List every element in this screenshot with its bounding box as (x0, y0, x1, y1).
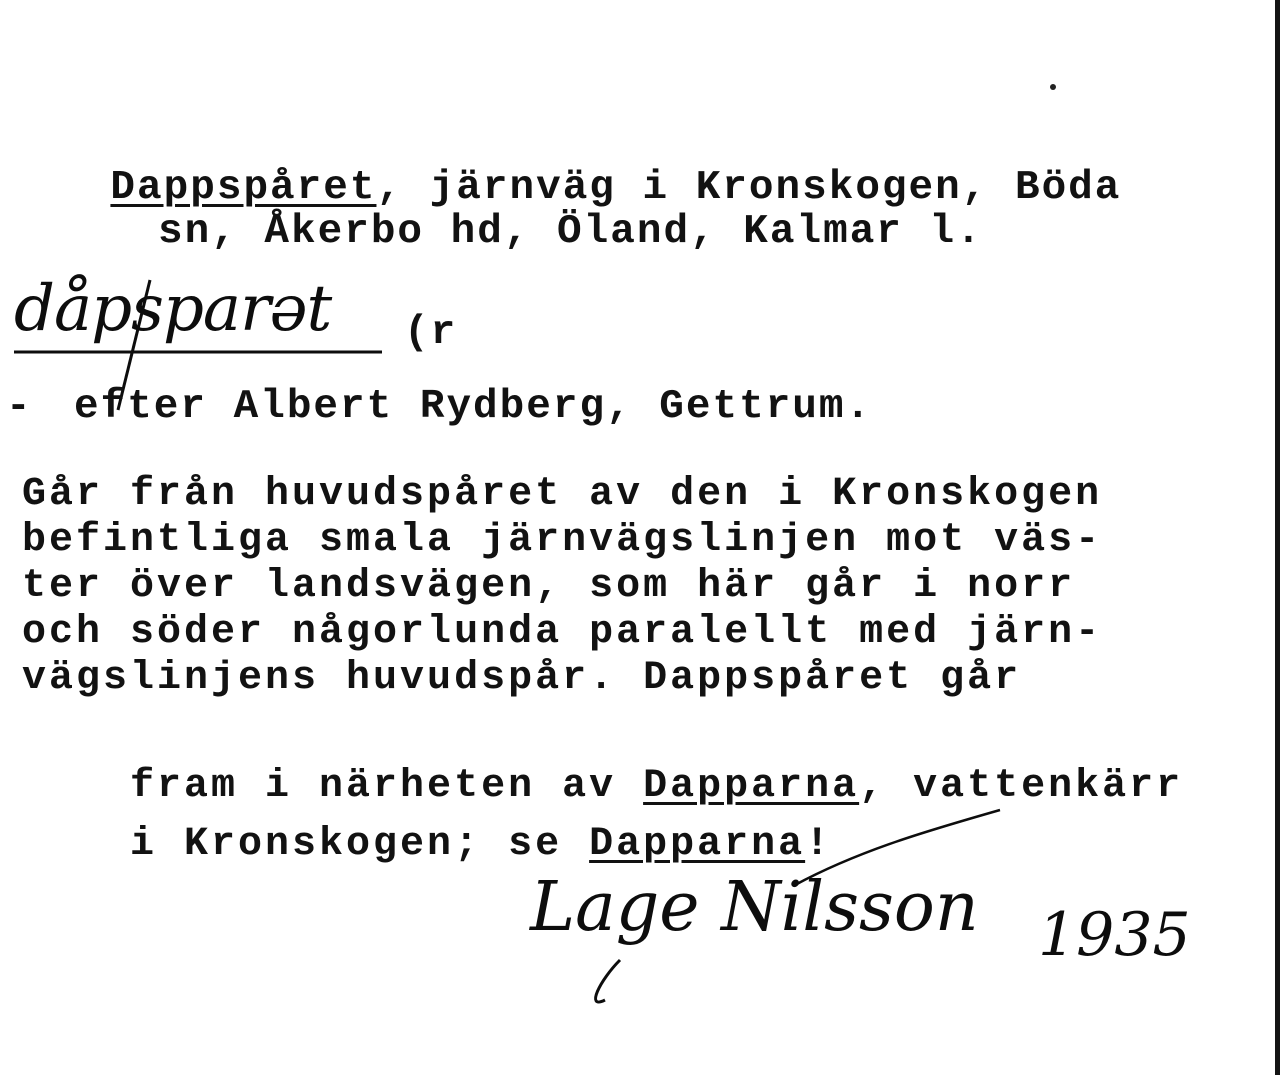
pronunciation-suffix: (r (404, 310, 458, 356)
signature-name: Lage Nilsson (530, 868, 979, 947)
handwritten-pronunciation: dåpsparәt (14, 272, 332, 346)
body-line-7-end: ! (805, 822, 833, 867)
headword-description: , järnväg i Kronskogen, Böda (376, 165, 1122, 211)
body-line-4: och söder någorlunda paralellt med järn- (22, 610, 1103, 655)
body-line-5: vägslinjens huvudspår. Dappspåret går (22, 656, 1022, 701)
signature-year: 1935 (1038, 900, 1191, 970)
cross-reference-dapparna: Dapparna (643, 764, 860, 809)
source-text: efter Albert Rydberg, Gettrum. (74, 384, 873, 430)
body-line-1: Går från huvudspåret av den i Kronskogen (22, 472, 1103, 517)
headword-line-2: sn, Åkerbo hd, Öland, Kalmar l. (158, 209, 983, 255)
cross-reference-dapparna-2: Dapparna (589, 822, 806, 867)
body-line-6-end: , vattenkärr (859, 764, 1184, 809)
body-line-7-start: i Kronskogen; se (130, 822, 590, 867)
body-line-6-start: fram i närheten av (130, 764, 644, 809)
headword-term: Dappspåret (110, 165, 377, 211)
body-line-3: ter över landsvägen, som här går i norr (22, 564, 1076, 609)
body-line-2: befintliga smala järnvägslinjen mot väs- (22, 518, 1103, 563)
source-dash: - (6, 384, 33, 430)
